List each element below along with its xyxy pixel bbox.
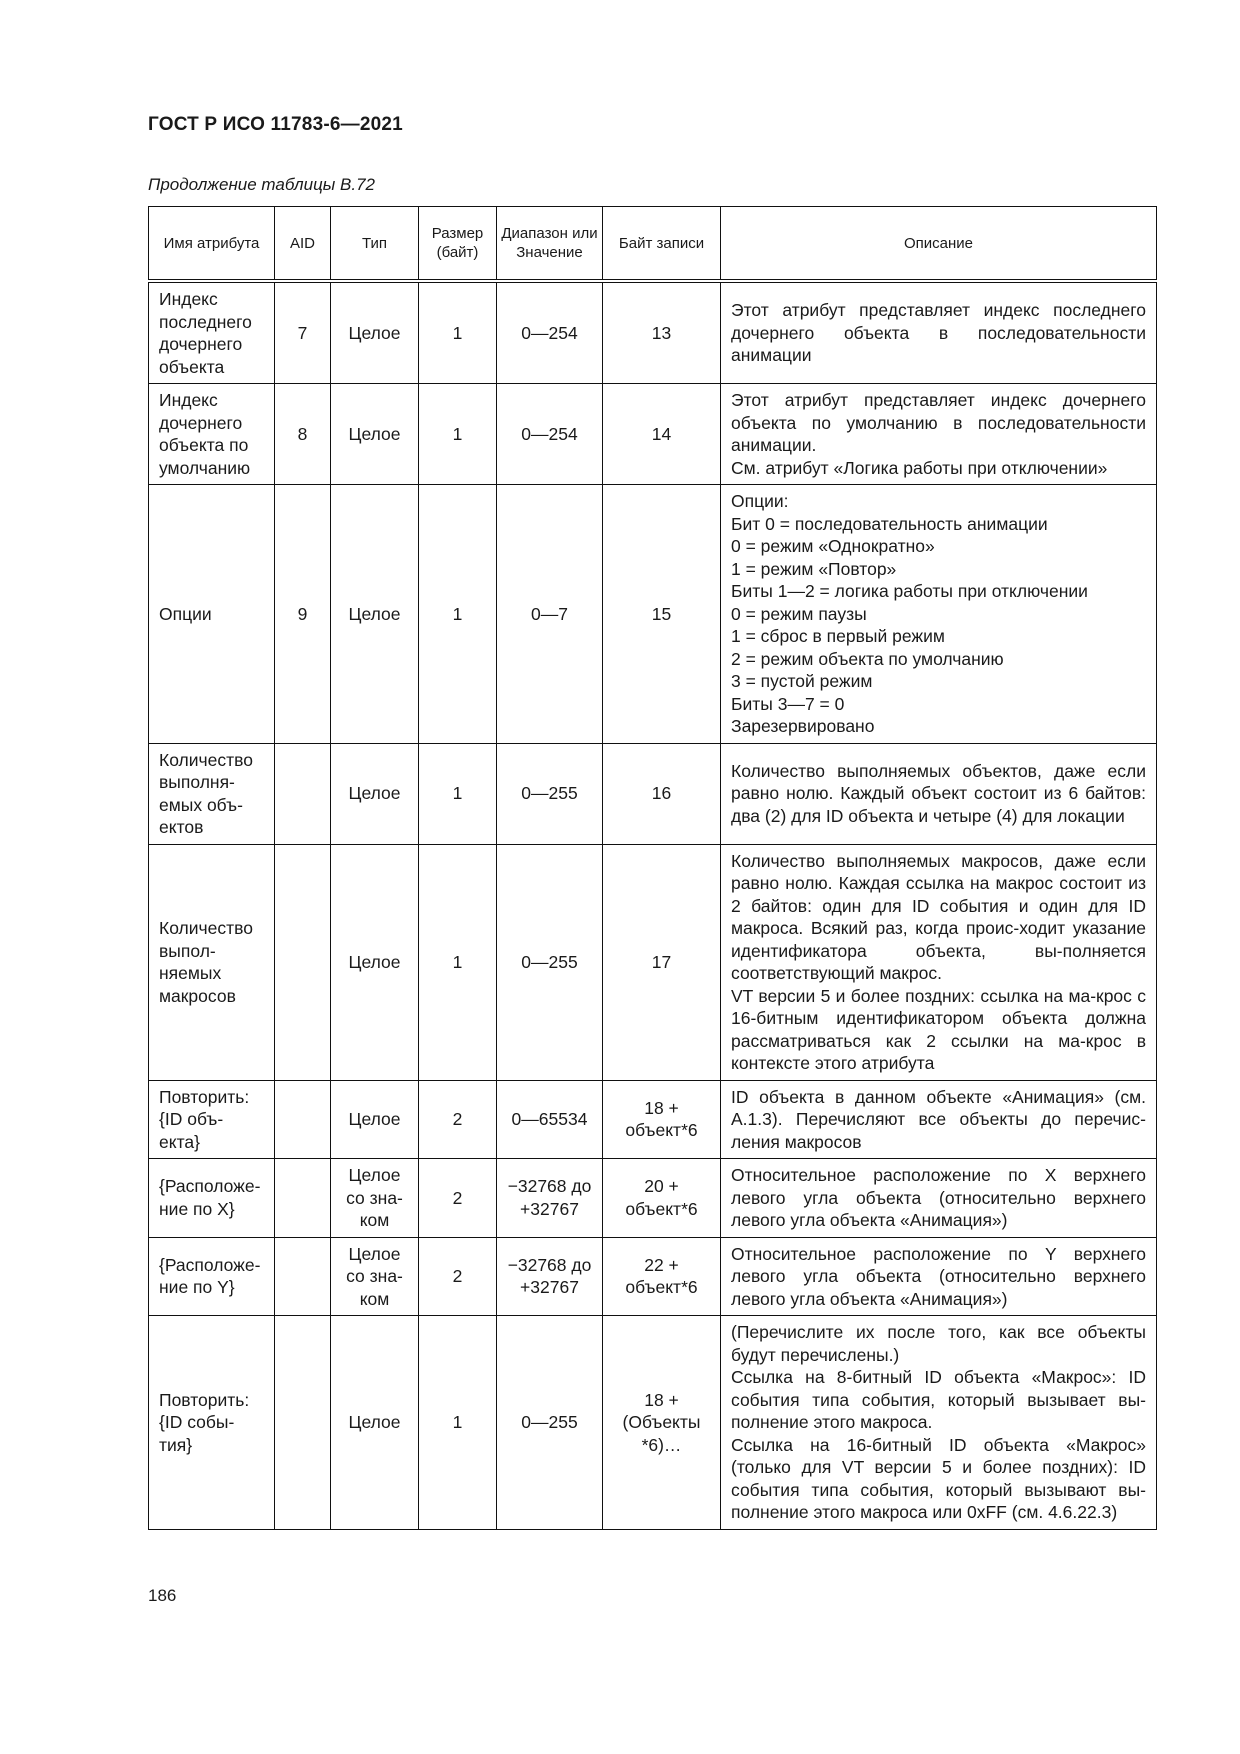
column-header-record-byte: Байт записи	[603, 207, 721, 282]
table-row	[149, 844, 1157, 1080]
cell-range: 0—254	[497, 384, 603, 485]
cell-description: ID объекта в данном объекте «Анимация» (см. А.1.3). Перечисляют все объекты до перечис-ления макросов	[721, 1080, 1157, 1159]
cell-range: 0—255	[497, 1316, 603, 1530]
cell-record-byte: 16	[603, 743, 721, 844]
cell-type: Целое со зна-ком	[331, 1159, 419, 1238]
cell-size: 2	[419, 1237, 497, 1316]
cell-range: 0—7	[497, 485, 603, 744]
cell-name: Индекс последнего дочернего объекта	[149, 281, 275, 384]
cell-aid	[275, 1080, 331, 1159]
cell-size: 2	[419, 1159, 497, 1238]
cell-description: Количество выполняемых объектов, даже если равно нолю. Каждый объект состоит из 6 байтов: два (2) для ID объекта и четыре (4) для локации	[721, 743, 1157, 844]
table-caption: Продолжение таблицы В.72	[148, 175, 376, 194]
cell-aid	[275, 1237, 331, 1316]
table-row	[149, 743, 1157, 844]
cell-aid	[275, 743, 331, 844]
cell-description: Опции: Бит 0 = последовательность анимации 0 = режим «Однократно» 1 = режим «Повтор» Биты 1—2 = логика работы при отключении 0 = режим паузы 1 = сброс в первый режим 2 = режим объекта по умолчанию 3 = пустой режим Биты 3—7 = 0 Зарезервировано	[721, 485, 1157, 744]
document-title: ГОСТ Р ИСО 11783-6—2021	[148, 114, 403, 135]
cell-description: (Перечислите их после того, как все объекты будут перечислены.) Ссылка на 8-битный ID объекта «Макрос»: ID события типа события, который вызывает вы-полнение этого макроса. Ссылка на 16-битный ID объекта «Макрос» (только для VT версии 5 и более поздних): ID события типа события, который вызывают вы-полнение этого макроса или 0xFF (см. 4.6.22.3)	[721, 1316, 1157, 1530]
cell-range: 0—65534	[497, 1080, 603, 1159]
cell-record-byte: 15	[603, 485, 721, 744]
cell-aid	[275, 844, 331, 1080]
cell-name: {Расположе-ние по X}	[149, 1159, 275, 1238]
page-number: 186	[148, 1586, 177, 1605]
cell-aid	[275, 1159, 331, 1238]
cell-range: 0—254	[497, 281, 603, 384]
cell-name: Количество выпол-няемых макросов	[149, 844, 275, 1080]
cell-size: 1	[419, 844, 497, 1080]
attribute-table	[148, 206, 1157, 1530]
cell-aid: 8	[275, 384, 331, 485]
cell-range: −32768 до +32767	[497, 1159, 603, 1238]
cell-type: Целое	[331, 1316, 419, 1530]
cell-description: Относительное расположение по X верхнего левого угла объекта (относительно верхнего левого угла объекта «Анимация»)	[721, 1159, 1157, 1238]
table-row	[149, 1080, 1157, 1159]
cell-type: Целое со зна-ком	[331, 1237, 419, 1316]
cell-description: Относительное расположение по Y верхнего левого угла объекта (относительно верхнего левого угла объекта «Анимация»)	[721, 1237, 1157, 1316]
cell-aid: 9	[275, 485, 331, 744]
cell-description: Этот атрибут представляет индекс дочернего объекта по умолчанию в последовательности анимации. См. атрибут «Логика работы при отключении»	[721, 384, 1157, 485]
cell-range: 0—255	[497, 844, 603, 1080]
cell-size: 1	[419, 384, 497, 485]
cell-record-byte: 22 + объект*6	[603, 1237, 721, 1316]
column-header-description: Описание	[721, 207, 1157, 282]
table-row	[149, 384, 1157, 485]
cell-type: Целое	[331, 485, 419, 744]
cell-name: Повторить: {ID объ-екта}	[149, 1080, 275, 1159]
column-header-name: Имя атрибута	[149, 207, 275, 282]
cell-name: Повторить: {ID собы-тия}	[149, 1316, 275, 1530]
column-header-size: Размер (байт)	[419, 207, 497, 282]
table-row	[149, 485, 1157, 744]
cell-name: {Расположе-ние по Y}	[149, 1237, 275, 1316]
cell-name: Индекс дочернего объекта по умолчанию	[149, 384, 275, 485]
cell-size: 1	[419, 281, 497, 384]
table-row	[149, 1237, 1157, 1316]
cell-record-byte: 17	[603, 844, 721, 1080]
cell-type: Целое	[331, 1080, 419, 1159]
cell-type: Целое	[331, 743, 419, 844]
column-header-aid: AID	[275, 207, 331, 282]
cell-type: Целое	[331, 384, 419, 485]
cell-range: 0—255	[497, 743, 603, 844]
cell-record-byte: 13	[603, 281, 721, 384]
table-row	[149, 281, 1157, 384]
cell-type: Целое	[331, 844, 419, 1080]
column-header-range: Диапазон или Значение	[497, 207, 603, 282]
cell-type: Целое	[331, 281, 419, 384]
cell-size: 1	[419, 485, 497, 744]
column-header-type: Тип	[331, 207, 419, 282]
cell-size: 2	[419, 1080, 497, 1159]
table-row	[149, 1159, 1157, 1238]
cell-record-byte: 18 + объект*6	[603, 1080, 721, 1159]
cell-name: Опции	[149, 485, 275, 744]
cell-record-byte: 14	[603, 384, 721, 485]
cell-description: Этот атрибут представляет индекс последнего дочернего объекта в последовательности анимации	[721, 281, 1157, 384]
table-header-row	[149, 207, 1157, 282]
cell-record-byte: 18 + (Объекты *6)…	[603, 1316, 721, 1530]
cell-record-byte: 20 + объект*6	[603, 1159, 721, 1238]
cell-range: −32768 до +32767	[497, 1237, 603, 1316]
cell-description: Количество выполняемых макросов, даже если равно нолю. Каждая ссылка на макрос состоит из 2 байтов: один для ID события и один для ID макроса. Всякий раз, когда проис-ходит указание идентификатора объекта, вы-полняется соответствующий макрос. VT версии 5 и более поздних: ссылка на ма-крос с 16-битным идентификатором объекта должна рассматриваться как 2 ссылки на ма-крос в контексте этого атрибута	[721, 844, 1157, 1080]
cell-size: 1	[419, 1316, 497, 1530]
cell-name: Количество выполня-емых объ-ектов	[149, 743, 275, 844]
cell-aid: 7	[275, 281, 331, 384]
cell-size: 1	[419, 743, 497, 844]
table-row	[149, 1316, 1157, 1530]
cell-aid	[275, 1316, 331, 1530]
